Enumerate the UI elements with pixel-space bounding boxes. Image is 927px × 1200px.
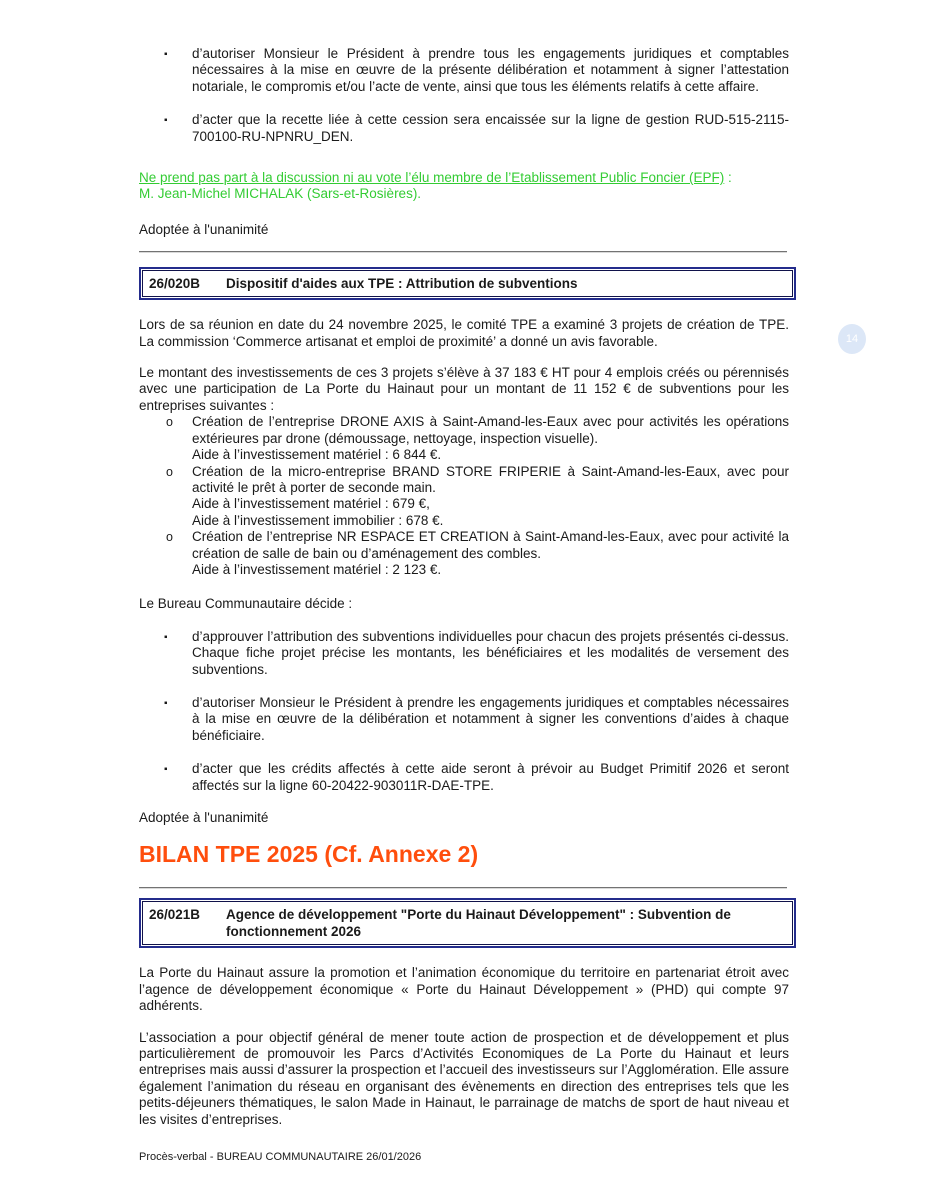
abstention-underlined-text: Ne prend pas part à la discussion ni au vote l’élu membre de l’Etablissement Public Foncier (EPF) (139, 170, 725, 186)
abstention-colon: : (724, 170, 732, 186)
top-resolution-list (139, 46, 789, 145)
decision-text: d’autoriser Monsieur le Président à prendre les engagements juridiques et comptables nécessaires à la mise en œuvre de la délibération et notamment à signer les conventions d’aides à chaque bénéficiaire. (192, 694, 789, 743)
bilan-tpe-heading: BILAN TPE 2025 (Cf. Annexe 2) (139, 841, 479, 868)
project-aid-line: Aide à l’investissement matériel : 679 €, (192, 496, 430, 512)
deliberation-title: Dispositif d'aides aux TPE : Attribution de subventions (226, 276, 578, 292)
project-aid-line: Aide à l’investissement immobilier : 678 €. (192, 512, 444, 528)
adoption-status: Adoptée à l'unanimité (139, 810, 269, 825)
abstention-member-name: M. Jean-Michel MICHALAK (Sars-et-Rosières). (139, 186, 422, 202)
circle-bullet-icon: o (166, 415, 173, 430)
page-footer: Procès-verbal - BUREAU COMMUNAUTAIRE 26/01/2026 (139, 1151, 422, 1163)
deliberation-title: Agence de développement "Porte du Hainaut Développement" : Subvention de fonctionnement 2026 (226, 907, 731, 940)
section-header-26-021B (139, 898, 796, 948)
resolution-text: d’acter que la recette liée à cette cession sera encaissée sur la ligne de gestion RUD-515-2115-700100-RU-NPNRU_DEN. (192, 112, 789, 144)
square-bullet-icon: ▪ (164, 764, 168, 776)
projects-list (139, 414, 789, 578)
section-divider (139, 251, 787, 253)
project-item (139, 414, 789, 463)
section-header-26-020B (139, 267, 796, 300)
page-number-badge: 14 (838, 324, 866, 354)
square-bullet-icon: ▪ (164, 115, 168, 127)
decision-text: d’approuver l’attribution des subventions individuelles pour chacun des projets présentés ci-dessus. Chaque fiche projet précise les montants, les bénéficiaires et les modalités de versement des subventions. (192, 628, 789, 677)
deliberation-code: 26/020B (149, 276, 201, 292)
deliberation-code: 26/021B (149, 907, 201, 923)
adoption-status: Adoptée à l'unanimité (139, 221, 269, 237)
list-item (139, 46, 789, 95)
abstention-note (139, 170, 789, 203)
list-item (139, 112, 789, 145)
section-header-inner (142, 270, 793, 297)
project-description: Création de l’entreprise NR ESPACE ET CREATION à Saint-Amand-les-Eaux, avec pour activité la création de salle de bain ou d’aménagement des combles. (192, 529, 789, 561)
list-item (139, 629, 789, 678)
paragraph: La Porte du Hainaut assure la promotion et l’animation économique du territoire en partenariat étroit avec l’agence de développement économique « Porte du Hainaut Développement » (PHD) qui compte 97 adhérents. (139, 965, 789, 1014)
project-description: Création de l’entreprise DRONE AXIS à Saint-Amand-les-Eaux avec pour activités les opérations extérieures par drone (démoussage, nettoyage, inspection visuelle). (192, 414, 789, 446)
section-divider (139, 887, 787, 889)
paragraph: L’association a pour objectif général de mener toute action de prospection et de développement et plus particulièrement de promouvoir les Parcs d’Activités Economiques de La Porte du Hainaut et leurs entreprises mais aussi d’assurer la prospection et l’accueil des investisseurs sur l’Agglomération. Elle assure également l’animation du réseau en organisant des évènements en direction des entreprises tels que les petits-déjeuners thématiques, le salon Made in Hainaut, le parrainage de matchs de sport de haut niveau et les visites d’entreprises. (139, 1029, 789, 1127)
list-item (139, 761, 789, 794)
project-item (139, 529, 789, 578)
paragraph: Le montant des investissements de ces 3 projets s’élève à 37 183 € HT pour 4 emplois créés ou pérennisés avec une participation de La Porte du Hainaut pour un montant de 11 152 € de subventions pour les entreprises suivantes : (139, 365, 789, 413)
decisions-list (139, 629, 789, 794)
circle-bullet-icon: o (166, 530, 173, 545)
paragraph: Lors de sa réunion en date du 24 novembre 2025, le comité TPE a examiné 3 projets de création de TPE. La commission ‘Commerce artisanat et emploi de proximité’ a donné un avis favorable. (139, 317, 789, 349)
square-bullet-icon: ▪ (164, 697, 168, 709)
project-aid-line: Aide à l’investissement matériel : 6 844 €. (192, 447, 442, 463)
project-description: Création de la micro-entreprise BRAND STORE FRIPERIE à Saint-Amand-les-Eaux, avec pour activité le prêt à porter de seconde main. (192, 463, 789, 495)
circle-bullet-icon: o (166, 464, 173, 479)
square-bullet-icon: ▪ (164, 49, 168, 60)
decision-intro: Le Bureau Communautaire décide : (139, 596, 353, 612)
square-bullet-icon: ▪ (164, 631, 168, 643)
document-content (139, 0, 789, 1128)
resolution-text: d’autoriser Monsieur le Président à prendre tous les engagements juridiques et comptables nécessaires à la mise en œuvre de la présente délibération et notamment à signer l’attestation notariale, le compromis et/ou l’acte de vente, ainsi que tous les éléments relatifs à cette affaire. (192, 46, 789, 94)
decision-text: d’acter que les crédits affectés à cette aide seront à prévoir au Budget Primitif 2026 et seront affectés sur la ligne 60-20422-903011R-DAE-TPE. (192, 761, 789, 793)
list-item (139, 695, 789, 744)
section-header-inner (142, 901, 793, 945)
project-item (139, 464, 789, 530)
project-aid-line: Aide à l’investissement matériel : 2 123 €. (192, 561, 442, 577)
